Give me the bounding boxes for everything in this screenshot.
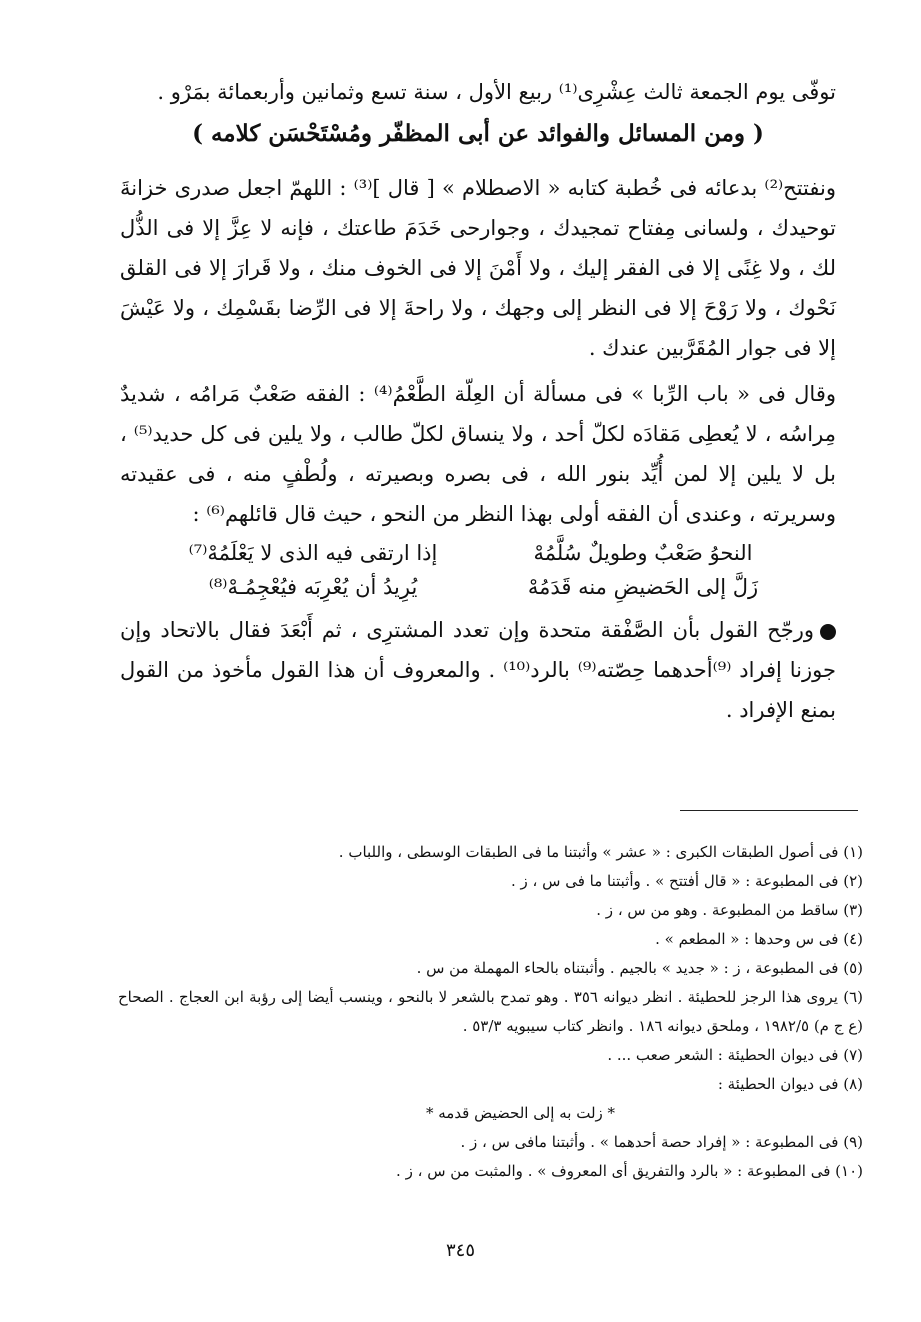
footnote-verse: * زلت به إلى الحضيض قدمه * — [425, 1104, 616, 1122]
poem-verse — [120, 570, 836, 604]
poem-hemistich-second: يُرِيدُ أن يُعْرِبَه فيُعْجِمُـهْ⁽⁸⁾ — [208, 575, 418, 599]
footnotes — [118, 838, 863, 1186]
paragraph-prayer: ونفتتح⁽²⁾ بدعائه فى خُطبة كتابه « الاصطلام » [ قال ]⁽³⁾ : اللهمّ اجعل صدرى خزانةَ توحيدك ، ولسانى مِفتاح تمجيدك ، وجوارحى خَدَمَ طاعتك ، فإنه لا عِزَّ إلا فى الذُّل لك ، ولا غِنًى إلا فى الفقر إليك ، ولا أَمْنَ إلا فى الخوف منك ، ولا قَرارَ إلا فى القلق نَحْوك ، ولا رَوْحَ إلا فى النظر إلى وجهك ، ولا راحةَ إلا فى الرِّضا بقَسْمِك ، ولا عَيْشَ إلا فى جوار المُقَرَّبين عندك . — [120, 176, 836, 360]
page-number: ٣٤٥ — [445, 1240, 475, 1261]
footnote: (٨) فى ديوان الحطيئة : — [717, 1075, 863, 1093]
footnote: (٧) فى ديوان الحطيئة : الشعر صعب ... . — [607, 1046, 863, 1064]
poem-hemistich-first: النحوُ صَعْبٌ وطويلٌ سُلَّمُهْ — [533, 541, 753, 565]
bullet-icon — [820, 624, 836, 640]
section-heading: ( ومن المسائل والفوائد عن أبى المظفّر ومُسْتَحْسَن كلامه ) — [192, 120, 764, 147]
paragraph-safqa-text: ورجّح القول بأن الصَّفْقة متحدة وإن تعدد المشترِى ، ثم أَبْعَدَ فقال بالاتحاد وإن جوزنا إفراد ⁽⁹⁾أحدهما حِصّته⁽⁹⁾ بالرد⁽¹⁰⁾ . والمعروف أن هذا القول مأخوذ من القول بمنع الإفراد . — [120, 618, 836, 722]
footnote: (١٠) فى المطبوعة : « بالرد والتفريق أى المعروف » . والمثبت من س ، ز . — [396, 1162, 863, 1180]
paragraph-safqa — [120, 610, 836, 730]
poem-hemistich-second: إذا ارتقى فيه الذى لا يَعْلَمُهْ⁽⁷⁾ — [188, 541, 438, 565]
footnote: (٢) فى المطبوعة : « قال أفتتح » . وأثبتنا ما فى س ، ز . — [510, 872, 863, 890]
poem — [120, 536, 836, 604]
footnote-divider — [680, 810, 858, 811]
footnote: (٣) ساقط من المطبوعة . وهو من س ، ز . — [596, 901, 863, 919]
main-text — [120, 72, 836, 730]
opening-line: توفّى يوم الجمعة ثالث عِشْرِى⁽¹⁾ ربيع الأول ، سنة تسع وثمانين وأربعمائة بمَرْو . — [157, 80, 836, 104]
footnote: (٥) فى المطبوعة ، ز : « جديد » بالجيم . وأثبتناه بالحاء المهملة من س . — [416, 959, 863, 977]
footnote: (١) فى أصول الطبقات الكبرى : « عشر » وأثبتنا ما فى الطبقات الوسطى ، واللباب . — [338, 843, 863, 861]
footnote: (٦) يروى هذا الرجز للحطيئة . انظر ديوانه ٣٥٦ . وهو تمدح بالشعر لا بالنحو ، وينسب أيضا إلى رؤبة ابن العجاج . الصحاح (ع ج م) ١٩٨٢/٥ ، وملحق ديوانه ١٨٦ . وانظر كتاب سيبويه ٥٣/٣ . — [118, 988, 863, 1035]
poem-hemistich-first: زَلَّ إلى الحَضيضِ منه قَدَمُهْ — [527, 575, 759, 599]
poem-verse — [120, 536, 836, 570]
paragraph-riba: وقال فى « باب الرِّبا » فى مسألة أن العِلّة الطَّعْمُ⁽⁴⁾ : الفقه صَعْبٌ مَرامُه ، شديدٌ مِراسُه ، لا يُعطِى مَقادَه لكلّ أحد ، ولا ينساق لكلّ طالب ، ولا يلين فى كل حديد⁽⁵⁾ ، بل لا يلين إلا لمن أُيِّد بنور الله ، فى بصره وبصيرته ، ولُطْفٍ منه ، فى عقيدته وسريرته ، وعندى أن الفقه أولى بهذا النظر من النحو ، حيث قال قائلهم⁽⁶⁾ : — [120, 382, 836, 526]
footnote: (٩) فى المطبوعة : « إفراد حصة أحدهما » . وأثبتنا مافى س ، ز . — [460, 1133, 863, 1151]
footnote: (٤) فى س وحدها : « المطعم » . — [655, 930, 863, 948]
